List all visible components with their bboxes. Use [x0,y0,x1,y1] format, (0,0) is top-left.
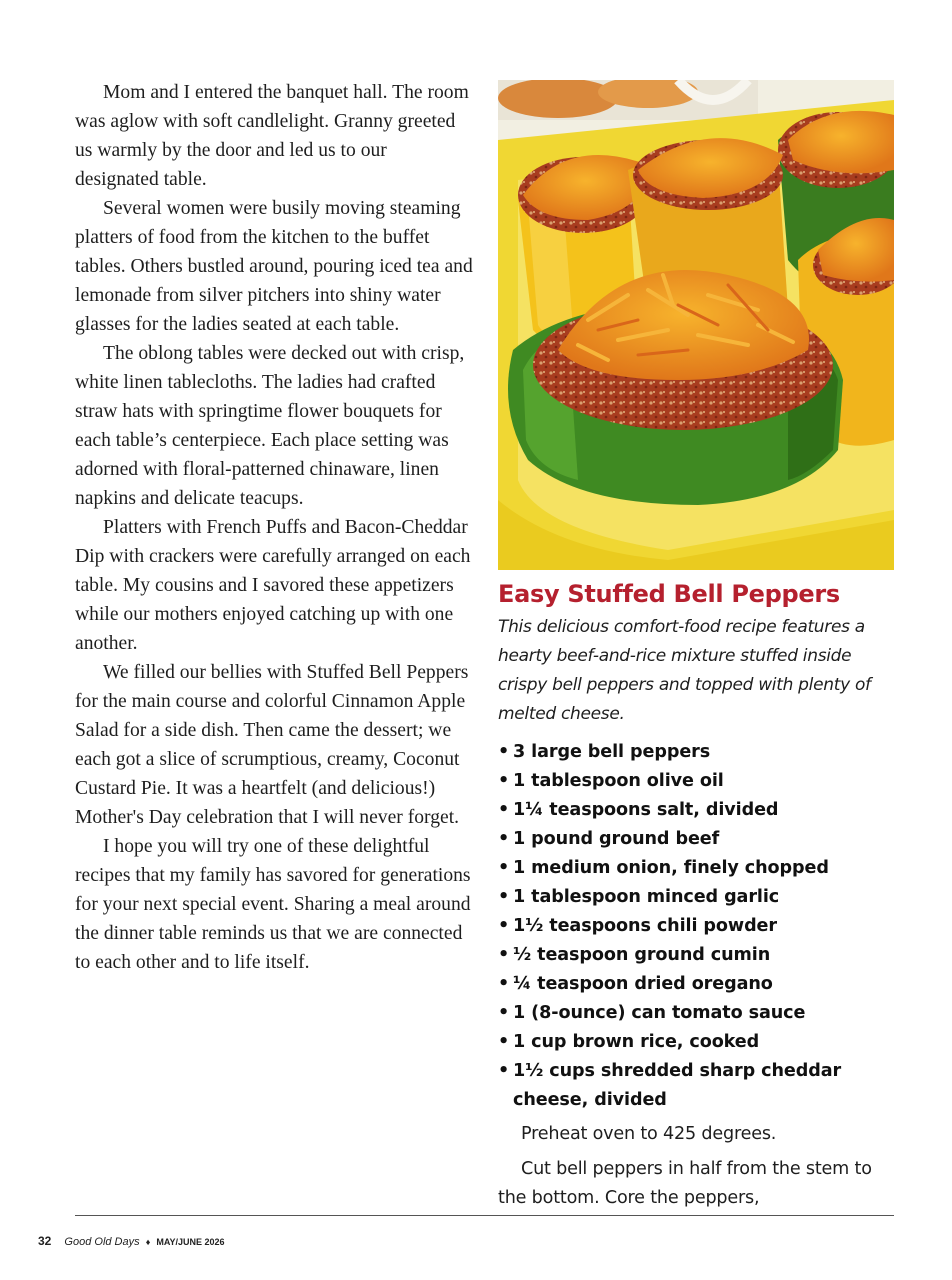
ingredient-item: • ¼ teaspoon dried oregano [498,970,894,999]
ingredient-item: • 1 (8-ounce) can tomato sauce [498,999,894,1028]
stuffed-peppers-photo [498,80,894,570]
recipe-step: Preheat oven to 425 degrees. [521,1124,777,1144]
recipe-section [498,577,894,1213]
ingredient-item: • 1 tablespoon minced garlic [498,883,894,912]
ingredient-item: • 3 large bell peppers [498,738,894,767]
story-paragraph: We filled our bellies with Stuffed Bell Peppers for the main course and colorful Cinnamon Apple Salad for a side dish. Then came the dessert; we each got a slice of scrumptious, creamy, Coconut Custard Pie. It was a heartfelt (and delicious!) Mother's Day celebration that I will never forget. [75,662,469,828]
ingredient-item: • 1 medium onion, finely chopped [498,854,894,883]
magazine-name: Good Old Days [64,1236,140,1248]
footer-divider [75,1215,894,1216]
page-footer [38,1234,225,1248]
ingredient-item: • 1½ cups shredded sharp cheddar cheese, divided [498,1057,894,1115]
issue-date: MAY/JUNE 2026 [156,1237,225,1247]
story-paragraph: Platters with French Puffs and Bacon-Cheddar Dip with crackers were carefully arranged on each table. My cousins and I savored these appetizers while our mothers enjoyed catching up with one another. [75,517,471,654]
story-paragraph: Mom and I entered the banquet hall. The room was aglow with soft candlelight. Granny greeted us warmly by the door and led us to our designated table. [75,82,469,190]
ingredient-item: • ½ teaspoon ground cumin [498,941,894,970]
story-column [75,78,475,977]
ingredient-item: • 1½ teaspoons chili powder [498,912,894,941]
recipe-step: Cut bell peppers in half from the stem to the bottom. Core the peppers, [498,1159,872,1208]
ingredient-item: • 1 tablespoon olive oil [498,767,894,796]
ingredient-item: • 1 pound ground beef [498,825,894,854]
ingredient-item: • 1¼ teaspoons salt, divided [498,796,894,825]
story-paragraph: The oblong tables were decked out with crisp, white linen tablecloths. The ladies had crafted straw hats with springtime flower bouquets for each table’s centerpiece. Each place setting was adorned with floral-patterned chinaware, linen napkins and delicate teacups. [75,343,465,509]
story-paragraph: Several women were busily moving steaming platters of food from the kitchen to the buffet tables. Others bustled around, pouring iced tea and lemonade from silver pitchers into shiny water glasses for the ladies seated at each table. [75,198,473,335]
recipe-description: This delicious comfort-food recipe features a hearty beef-and-rice mixture stuffed inside crispy bell peppers and topped with plenty of melted cheese. [498,617,871,724]
diamond-icon: ♦ [145,1237,151,1247]
page-number: 32 [38,1234,52,1248]
recipe-title: Easy Stuffed Bell Peppers [498,580,840,608]
story-paragraph: I hope you will try one of these delightful recipes that my family has savored for generations for your next special event. Sharing a meal around the dinner table reminds us that we are connected to each other and to life itself. [75,836,471,973]
ingredient-item: • 1 cup brown rice, cooked [498,1028,894,1057]
ingredient-list [498,738,894,1115]
